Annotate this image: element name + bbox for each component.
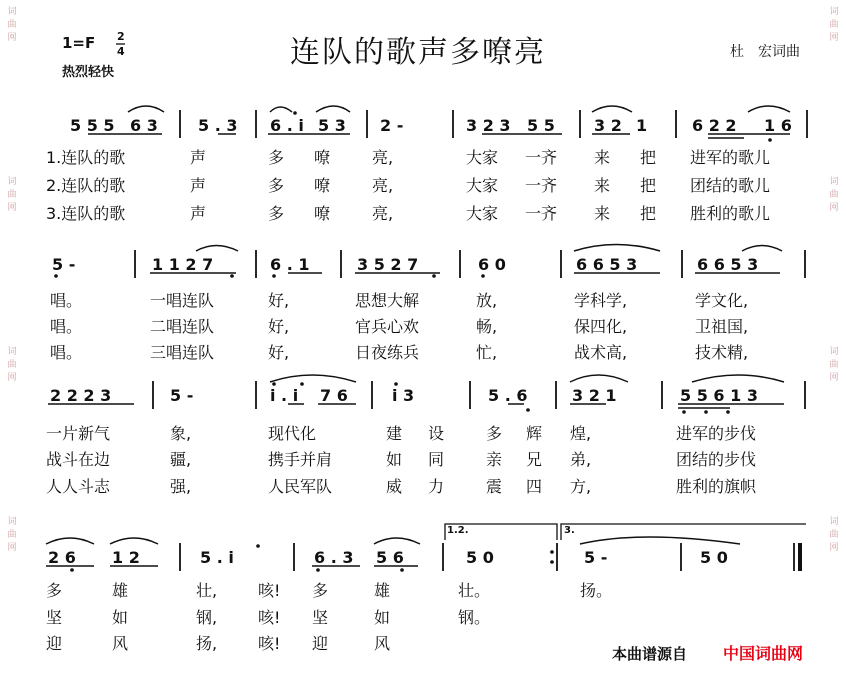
lyric: 一片新气 — [46, 424, 111, 443]
lyric: 来 — [594, 204, 611, 223]
lyric: 风 — [374, 634, 391, 653]
watermark-glyph: 曲 — [7, 190, 17, 200]
lyric: 进军的步伐 — [676, 424, 757, 443]
source-site-link[interactable]: 中国词曲网 — [723, 644, 804, 663]
lyric: 携手并肩 — [268, 450, 333, 469]
lyric: 1.连队的歌 — [46, 148, 126, 167]
octave-dot — [682, 410, 686, 414]
octave-dot — [272, 274, 276, 278]
note-group: 3 2 — [594, 116, 622, 135]
octave-dot — [768, 138, 772, 142]
slur — [574, 245, 660, 252]
lyric: 风 — [112, 634, 129, 653]
lyric: 畅, — [476, 317, 498, 336]
lyric: 亮, — [372, 176, 394, 195]
lyric: 多 — [312, 581, 329, 600]
note-group: 1 1 2 7 — [152, 255, 214, 274]
slur — [374, 538, 420, 544]
lyric: 嘹 — [314, 204, 331, 223]
octave-dot — [400, 568, 404, 572]
lyric: 多 — [268, 176, 285, 195]
note-group: 3 2 3 — [466, 116, 511, 135]
note-group: 5 . 3 — [198, 116, 238, 135]
lyric: 迎 — [312, 634, 329, 653]
slur — [742, 246, 782, 252]
watermark-glyph: 网 — [7, 543, 17, 553]
lyric: 亮, — [372, 148, 394, 167]
lyric: 强, — [170, 477, 192, 496]
slur — [580, 537, 740, 544]
lyric: 扬。 — [580, 581, 613, 600]
lyric: 多 — [486, 424, 503, 443]
octave-dots — [54, 111, 772, 572]
watermark-glyph: 词 — [7, 7, 17, 17]
volta-label: 1.2. — [447, 525, 469, 536]
lyric: 卫祖国, — [695, 317, 749, 336]
bar-lines — [135, 110, 807, 571]
watermark-glyph: 曲 — [829, 190, 839, 200]
note-group: 5 . 6 — [488, 386, 528, 405]
note-group: 6 6 5 3 — [697, 255, 759, 274]
note-group: i 3 — [392, 386, 415, 405]
lyric: 雄 — [374, 581, 391, 600]
note-group: 5 5 5 — [70, 116, 115, 135]
lyric: 兄 — [526, 450, 543, 469]
note-group: 5 - — [52, 255, 76, 274]
lyric: 唱。 — [50, 343, 83, 362]
note-group: 6 3 — [130, 116, 158, 135]
lyric: 战术高, — [574, 343, 628, 362]
note-group: 5 5 — [527, 116, 555, 135]
lyric: 壮, — [196, 581, 218, 600]
repeat-dots — [550, 550, 554, 564]
watermark-glyph: 词 — [829, 347, 839, 357]
lyric: 忙, — [476, 343, 498, 362]
lyric: 如 — [386, 450, 403, 469]
lyric: 把 — [640, 204, 657, 223]
lyric: 把 — [640, 148, 657, 167]
lyric: 技术精, — [695, 343, 749, 362]
slur — [748, 106, 790, 112]
lyric: 一齐 — [525, 148, 558, 167]
watermark-glyph: 网 — [7, 203, 17, 213]
lyric: 多 — [268, 148, 285, 167]
note-group: 6 6 5 3 — [576, 255, 638, 274]
octave-dot — [54, 274, 58, 278]
octave-dot — [394, 382, 398, 386]
slur — [46, 538, 94, 544]
lyric: 嘹 — [314, 176, 331, 195]
octave-dot — [704, 410, 708, 414]
lyric: 四 — [526, 477, 543, 496]
watermark-glyph: 网 — [7, 33, 17, 43]
lyric: 辉 — [526, 424, 543, 443]
beams — [46, 134, 790, 566]
note-group: 5 5 6 1 3 — [680, 386, 758, 405]
lyric: 来 — [594, 148, 611, 167]
slur — [270, 107, 292, 112]
lyric: 放, — [476, 291, 498, 310]
note-group: 5 0 — [700, 548, 728, 567]
lyric: 咳! — [258, 581, 281, 600]
lyric: 震 — [486, 477, 503, 496]
lyric: 二唱连队 — [150, 317, 215, 336]
octave-dot — [293, 111, 297, 115]
lyric: 坚 — [312, 608, 329, 627]
lyric: 咳! — [258, 634, 281, 653]
key-signature: 1=F — [62, 34, 96, 52]
lyric: 唱。 — [50, 291, 83, 310]
watermark-glyph: 网 — [829, 203, 839, 213]
watermark-glyph: 网 — [829, 373, 839, 383]
lyric: 多 — [46, 581, 63, 600]
octave-dot — [316, 568, 320, 572]
note-group: 2 2 2 3 — [50, 386, 112, 405]
lyric: 扬, — [196, 634, 218, 653]
octave-dot — [230, 274, 234, 278]
note-group: 2 6 — [48, 548, 76, 567]
note-group: 6 . i — [270, 116, 304, 135]
watermark-glyph: 词 — [829, 177, 839, 187]
source-label: 本曲谱源自 — [612, 645, 688, 663]
lyric: 好, — [268, 317, 290, 336]
lyric: 思想大解 — [355, 291, 420, 310]
watermark-glyph: 曲 — [7, 20, 17, 30]
note-group: 5 3 — [318, 116, 346, 135]
lyric: 疆, — [170, 450, 192, 469]
lyric: 战斗在边 — [46, 450, 111, 469]
lyric: 钢, — [196, 608, 218, 627]
lyric: 设 — [428, 424, 445, 443]
lyric: 胜利的旗帜 — [676, 477, 757, 496]
note-group: 6 2 2 — [692, 116, 737, 135]
lyric: 人人斗志 — [46, 477, 111, 496]
lyric: 2.连队的歌 — [46, 176, 126, 195]
meter-numerator: 2 — [117, 30, 125, 43]
note-group: 5 6 — [376, 548, 404, 567]
watermark-glyph: 曲 — [7, 360, 17, 370]
lyric: 象, — [170, 424, 192, 443]
lyric: 弟, — [570, 450, 592, 469]
lyric: 雄 — [112, 581, 129, 600]
note-group: 1 2 — [112, 548, 140, 567]
lyric: 建 — [386, 424, 403, 443]
lyric: 团结的步伐 — [676, 450, 757, 469]
lyric: 声 — [190, 176, 207, 195]
note-group: 5 0 — [466, 548, 494, 567]
lyric: 3.连队的歌 — [46, 204, 126, 223]
lyric: 把 — [640, 176, 657, 195]
lyric: 进军的歌儿 — [690, 148, 771, 167]
note-group: 5 - — [170, 386, 194, 405]
watermark-glyph: 词 — [7, 177, 17, 187]
slur — [570, 375, 628, 382]
note-group: 7 6 — [320, 386, 348, 405]
lyric: 一齐 — [525, 176, 558, 195]
lyric: 团结的歌儿 — [690, 176, 771, 195]
lyric: 大家 — [466, 148, 499, 167]
octave-dot — [726, 410, 730, 414]
watermark-glyph: 词 — [7, 517, 17, 527]
slur — [316, 106, 350, 112]
song-title: 连队的歌声多嘹亮 — [290, 35, 546, 70]
slur — [592, 106, 632, 112]
slur — [270, 375, 356, 382]
lyric: 学科学, — [574, 291, 628, 310]
repeat-dot — [550, 550, 554, 554]
octave-dot — [526, 408, 530, 412]
lyric: 现代化 — [268, 424, 317, 443]
lyric: 亲 — [486, 450, 503, 469]
lyric: 如 — [112, 608, 129, 627]
watermark-glyph: 网 — [829, 543, 839, 553]
note-group: 1 6 — [764, 116, 792, 135]
octave-dot — [272, 382, 276, 386]
note-group: 5 - — [584, 548, 608, 567]
watermark-glyph: 词 — [829, 517, 839, 527]
meter-denominator: 4 — [117, 45, 125, 58]
lyric: 迎 — [46, 634, 63, 653]
lyric: 日夜练兵 — [355, 343, 420, 362]
lyric: 嘹 — [314, 148, 331, 167]
tempo-marking: 热烈轻快 — [62, 65, 115, 80]
lyric: 好, — [268, 343, 290, 362]
note-group: 6 . 3 — [314, 548, 354, 567]
lyric: 壮。 — [458, 581, 491, 600]
slur — [128, 106, 164, 112]
note-group: 3 5 2 7 — [357, 255, 419, 274]
lyric: 人民军队 — [268, 477, 333, 496]
note-group: 2 - — [380, 116, 404, 135]
lyric: 如 — [374, 608, 391, 627]
octave-dot — [70, 568, 74, 572]
watermark-glyph: 曲 — [829, 530, 839, 540]
slurs — [46, 106, 790, 544]
lyric: 学文化, — [695, 291, 749, 310]
watermark-glyph: 网 — [7, 373, 17, 383]
lyric: 大家 — [466, 176, 499, 195]
slur — [196, 246, 238, 252]
watermark-glyph: 曲 — [829, 360, 839, 370]
note-group: 3 2 1 — [572, 386, 617, 405]
lyric: 大家 — [466, 204, 499, 223]
lyric: 唱。 — [50, 317, 83, 336]
octave-dot — [300, 382, 304, 386]
repeat-dot — [550, 560, 554, 564]
lyric: 力 — [428, 477, 445, 496]
octave-dot — [481, 274, 485, 278]
lyric: 三唱连队 — [150, 343, 215, 362]
lyric: 胜利的歌儿 — [690, 204, 771, 223]
song-credits: 杜 宏词曲 — [730, 44, 800, 60]
lyric: 方, — [570, 477, 592, 496]
lyric: 声 — [190, 204, 207, 223]
lyric: 一齐 — [525, 204, 558, 223]
watermark-glyph: 网 — [829, 33, 839, 43]
note-group: 6 . 1 — [270, 255, 310, 274]
lyric: 咳! — [258, 608, 281, 627]
volta-bracket — [445, 524, 557, 540]
watermark-glyph: 词 — [829, 7, 839, 17]
octave-dot — [256, 544, 260, 548]
lyric: 好, — [268, 291, 290, 310]
note-group: i . i — [270, 386, 299, 405]
lyric: 亮, — [372, 204, 394, 223]
lyric: 保四化, — [574, 317, 628, 336]
lyric: 同 — [428, 450, 445, 469]
slur — [692, 375, 784, 382]
watermark-glyph: 曲 — [829, 20, 839, 30]
lyric: 煌, — [570, 424, 592, 443]
note-group: 6 0 — [478, 255, 506, 274]
note-group: 5 . i — [200, 548, 234, 567]
slur — [110, 538, 158, 544]
lyric: 官兵心欢 — [355, 317, 420, 336]
volta-label: 3. — [564, 525, 575, 536]
watermark-glyph: 曲 — [7, 530, 17, 540]
lyric: 声 — [190, 148, 207, 167]
lyric: 威 — [386, 477, 403, 496]
octave-dot — [432, 274, 436, 278]
lyric: 一唱连队 — [150, 291, 215, 310]
lyric: 多 — [268, 204, 285, 223]
lyric: 坚 — [46, 608, 63, 627]
lyric: 钢。 — [458, 608, 491, 627]
lyric: 来 — [594, 176, 611, 195]
watermark-glyph: 词 — [7, 347, 17, 357]
note-group: 1 — [636, 116, 648, 135]
